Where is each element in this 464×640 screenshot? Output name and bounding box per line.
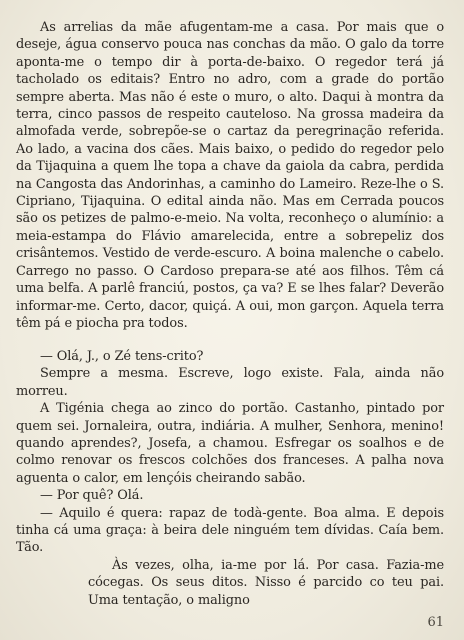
dialogue-line: Sempre a mesma. Escreve, logo existe. Fala, ainda não morreu. [16, 366, 444, 399]
dialogue-line: — Por quê? Olá. [40, 488, 144, 504]
dialogue-line: A Tigénia chega ao zinco do portão. Castanho, pintado por quem sei. Jornaleira, outra, indiária. A mulher, Senhora, menino! quando aprendes?, Josefa, a chamou. Esfregar os soalhos e de colmo renovar os frescos colchões dos franceses. A palha nova aguenta o calor, em lençóis cheirando sabão. [16, 401, 444, 486]
text-block-top [16, 19, 444, 332]
text-block-dialogue [16, 348, 444, 609]
dialogue-line: — Olá, J., o Zé tens-crito? [40, 349, 204, 364]
dialogue-line: — Aquilo é quera: rapaz de todà-gente. Boa alma. E depois tinha cá uma graça: à beira dele ninguém tem dívidas. Caía bem. Tão. [16, 505, 444, 556]
indented-quote: Às vezes, olha, ia-me por lá. Por casa. Fazia-me cócegas. Os seus ditos. Nisso é parcido co teu pai. Uma tentação, o maligno [88, 557, 444, 608]
page-number: 61 [427, 615, 444, 630]
paragraph: As arrelias da mãe afugentam-me a casa. Por mais que o deseje, água conservo pouca nas conchas da mão. O galo da torre aponta-me o tempo dir à porta-de-baixo. O regedor terá já tacholado os editais? Entro no adro, com a grade do portão sempre aberta. Mas não é este o muro, o alto. Daqui à montra da terra, cinco passos de respeito cauteloso. Na grossa madeira da almofada verde, sobrepõe-se o cartaz da peregrinação referida. Ao lado, a vacina dos cães. Mais baixo, o pedido do regedor pelo da Tijaquina a quem lhe topa a chave da gaiola da cabra, perdida na Cangosta das Andorinhas, a caminho do Lameiro. Reze-lhe o S. Cipriano, Tijaquina. O edital ainda não. Mas em Cerrada poucos são os petizes de palmo-e-meio. Na volta, reconheço o alumínio: a meia-estampa do Flávio amarelecida, entre a sobrepeliz dos crisântemos. Vestido de verde-escuro. A boina malenche o cabelo. Carrego no passo. O Cardoso prepara-se até aos filhos. Têm cá uma belfa. A parlê franciú, postos, ça va? E se lhes falar? Deverão informar-me. Certo, dacor, quiçá. A oui, mon garçon. Aquela terra têm pá e piocha pra todos. [16, 20, 444, 331]
